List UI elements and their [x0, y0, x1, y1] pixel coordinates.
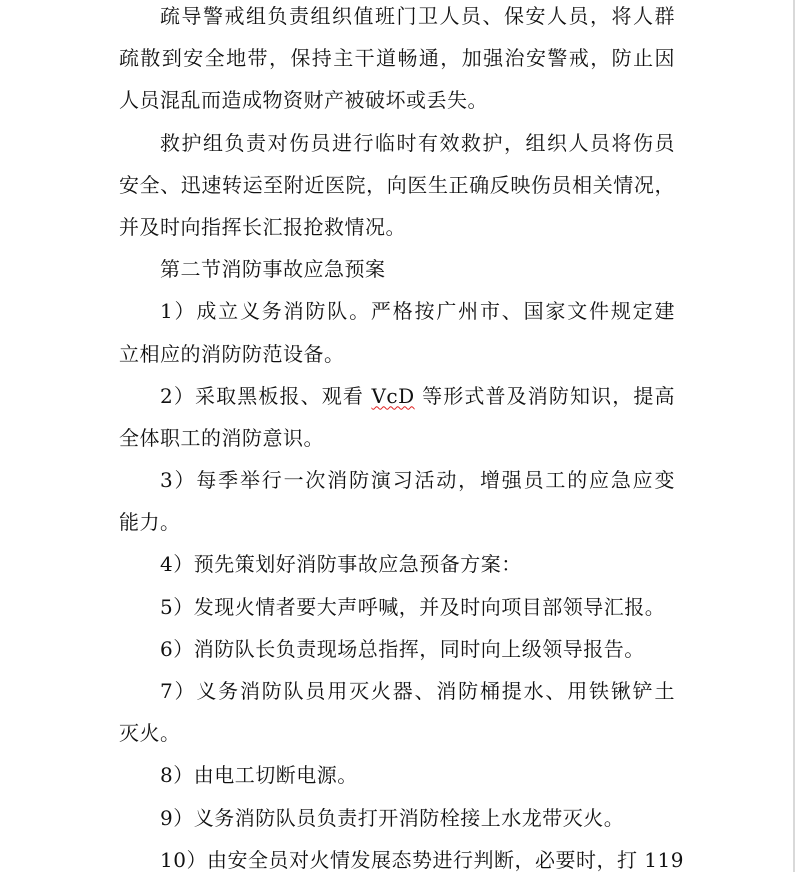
item-2-line-2: 全体职工的消防意识。: [119, 425, 324, 450]
item-1-line-1: 1）成立义务消防队。严格按广州市、国家文件规定建: [160, 299, 675, 324]
item-2-text-after: 等形式普及消防知识，提高: [414, 383, 675, 408]
item-8: 8）由电工切断电源。: [160, 763, 358, 788]
document-body: [119, 0, 684, 881]
paragraph-1-line-2: 疏散到安全地带，保持主干道畅通，加强治安警戒，防止因: [119, 46, 675, 71]
paragraph-2-line-2: 安全、迅速转运至附近医院，向医生正确反映伤员相关情况，: [119, 172, 675, 197]
item-7-line-2: 灭火。: [119, 721, 181, 746]
item-5: 5）发现火情者要大声呼喊，并及时向项目部领导汇报。: [160, 594, 666, 619]
section-heading: 第二节消防事故应急预案: [160, 257, 386, 282]
spellcheck-flagged-word[interactable]: VcD: [371, 383, 415, 408]
item-3-line-2: 能力。: [119, 510, 181, 535]
item-2-text-before: 2）采取黑板报、观看: [160, 383, 372, 408]
item-2-line-1: [119, 375, 675, 417]
item-4: 4）预先策划好消防事故应急预备方案：: [160, 552, 522, 577]
item-3-line-1: 3）每季举行一次消防演习活动，增强员工的应急应变: [160, 468, 675, 493]
paragraph-2-line-3: 并及时向指挥长汇报抢救情况。: [119, 214, 406, 239]
paragraph-1-line-3: 人员混乱而造成物资财产被破坏或丢失。: [119, 88, 488, 113]
item-1-line-2: 立相应的消防防范设备。: [119, 341, 345, 366]
item-7-line-1: 7）义务消防队员用灭火器、消防桶提水、用铁锹铲土: [160, 679, 675, 703]
item-9: 9）义务消防队员负责打开消防栓接上水龙带灭火。: [160, 805, 625, 830]
paragraph-2-line-1: 救护组负责对伤员进行临时有效救护，组织人员将伤员: [160, 130, 675, 155]
item-6: 6）消防队长负责现场总指挥，同时向上级领导报告。: [160, 636, 645, 661]
paragraph-1-line-1: 疏导警戒组负责组织值班门卫人员、保安人员，将人群: [160, 4, 675, 28]
item-10: 10）由安全员对火情发展态势进行判断，必要时，打 119: [160, 847, 684, 872]
